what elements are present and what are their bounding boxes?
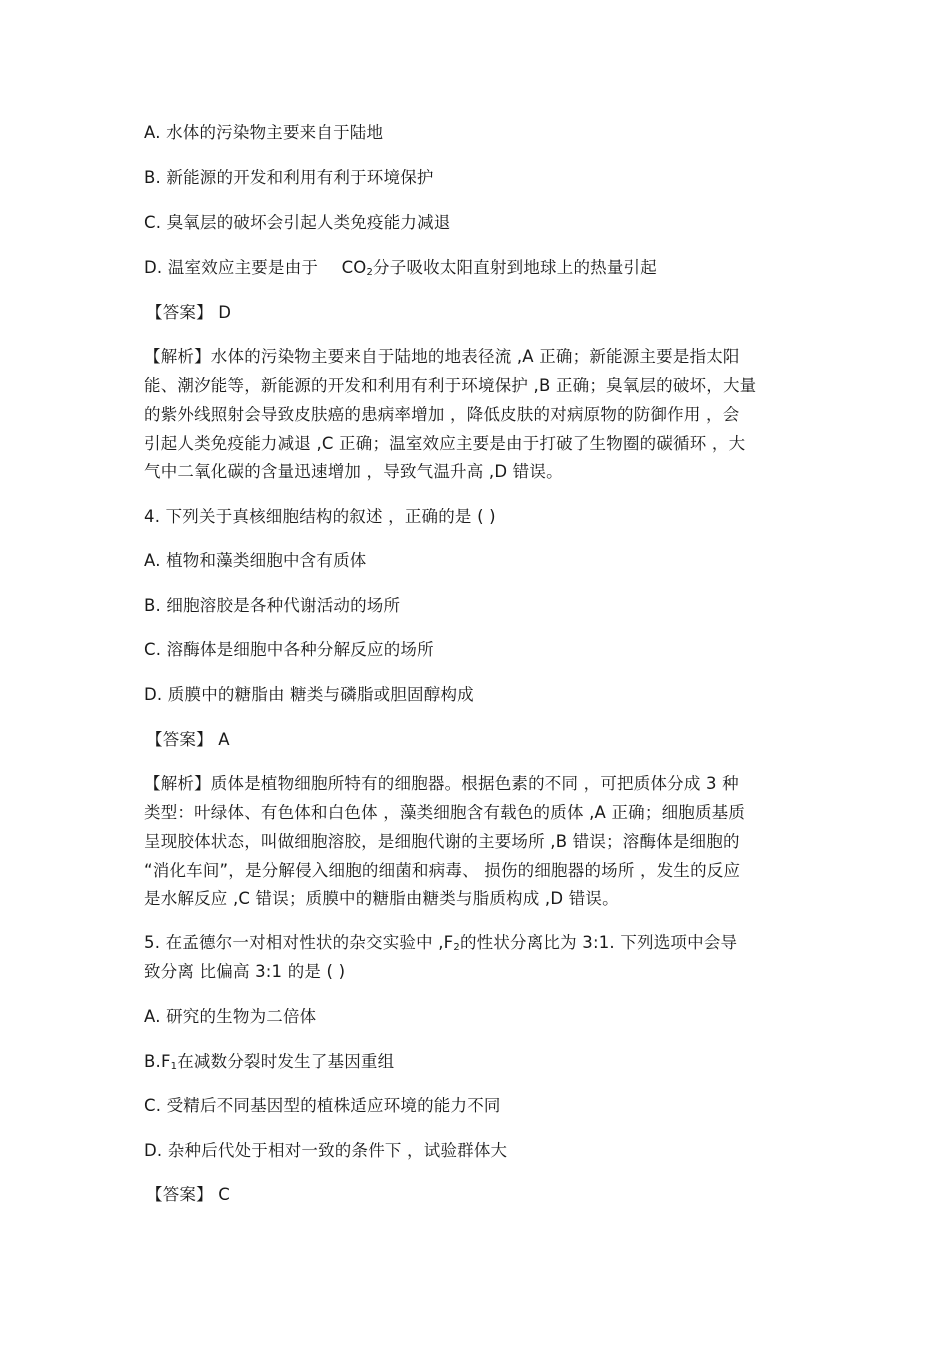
q3-option-d-co: CO <box>341 258 367 277</box>
q4-option-d: D. 质膜中的糖脂由 糖类与磷脂或胆固醇构成 <box>144 685 474 704</box>
q4-answer: 【答案】 A <box>146 730 230 749</box>
q3-answer: 【答案】 D <box>146 303 232 322</box>
q3-analysis-line: 的紫外线照射会导致皮肤癌的患病率增加 ，降低皮肤的对病原物的防御作用 ，会 <box>144 405 740 424</box>
q5-option-b <box>144 1052 394 1077</box>
q4-option-a: A. 植物和藻类细胞中含有质体 <box>144 551 367 570</box>
q5-answer: 【答案】 C <box>146 1185 230 1204</box>
q4-analysis-line: 类型：叶绿体、有色体和白色体 ，藻类细胞含有载色的质体 ,A 正确；细胞质基质 <box>144 803 746 822</box>
q5-stem-subscript: 2 <box>453 942 460 953</box>
q3-option-d-prefix: D. 温室效应主要是由于 <box>144 258 319 277</box>
q5-option-d: D. 杂种后代处于相对一致的条件下 ，试验群体大 <box>144 1141 508 1160</box>
q3-analysis-line: 【解析】水体的污染物主要来自于陆地的地表径流 ,A 正确；新能源主要是指太阳 <box>144 347 740 366</box>
q5-option-a: A. 研究的生物为二倍体 <box>144 1007 317 1026</box>
q5-option-b-subscript: 1 <box>170 1061 178 1072</box>
q5-option-b-suffix: 在减数分裂时发生了基因重组 <box>177 1052 395 1071</box>
q3-analysis-line: 能、潮汐能等，新能源的开发和利用有利于环境保护 ,B 正确；臭氧层的破坏，大量 <box>144 376 757 395</box>
q3-option-d-suffix: 分子吸收太阳直射到地球上的热量引起 <box>373 258 657 277</box>
q3-option-d-subscript: 2 <box>366 267 374 278</box>
q4-analysis-line: “消化车间”，是分解侵入细胞的细菌和病毒、 损伤的细胞器的场所 ，发生的反应 <box>144 861 741 880</box>
q5-stem-suffix: 的性状分离比为 3:1. 下列选项中会导 <box>459 933 738 952</box>
q5-option-c: C. 受精后不同基因型的植株适应环境的能力不同 <box>144 1096 501 1115</box>
q3-option-b: B. 新能源的开发和利用有利于环境保护 <box>144 168 434 187</box>
q4-stem: 4. 下列关于真核细胞结构的叙述 ，正确的是 ( ) <box>144 507 496 526</box>
q3-option-c: C. 臭氧层的破坏会引起人类免疫能力减退 <box>144 213 451 232</box>
q4-analysis-line: 呈现胶体状态，叫做细胞溶胶，是细胞代谢的主要场所 ,B 错误；溶酶体是细胞的 <box>144 832 740 851</box>
q5-stem-line-2: 致分离 比偏高 3:1 的是 ( ) <box>144 962 346 981</box>
q4-analysis-line: 是水解反应 ,C 错误；质膜中的糖脂由糖类与脂质构成 ,D 错误。 <box>144 889 619 908</box>
q3-option-d <box>144 258 657 283</box>
q5-option-b-prefix: B.F <box>144 1052 171 1071</box>
q3-analysis-line: 引起人类免疫能力减退 ,C 正确；温室效应主要是由于打破了生物圈的碳循环 ，大 <box>144 434 746 453</box>
q5-stem-line-1 <box>144 933 737 958</box>
q3-analysis-line: 气中二氧化碳的含量迅速增加 ，导致气温升高 ,D 错误。 <box>144 462 563 481</box>
q4-option-c: C. 溶酶体是细胞中各种分解反应的场所 <box>144 640 434 659</box>
q3-option-a: A. 水体的污染物主要来自于陆地 <box>144 123 384 142</box>
q5-stem-prefix: 5. 在孟德尔一对相对性状的杂交实验中 ,F <box>144 933 454 952</box>
q4-analysis-line: 【解析】质体是植物细胞所特有的细胞器。根据色素的不同 ，可把质体分成 3 种 <box>144 774 739 793</box>
q4-option-b: B. 细胞溶胶是各种代谢活动的场所 <box>144 596 401 615</box>
